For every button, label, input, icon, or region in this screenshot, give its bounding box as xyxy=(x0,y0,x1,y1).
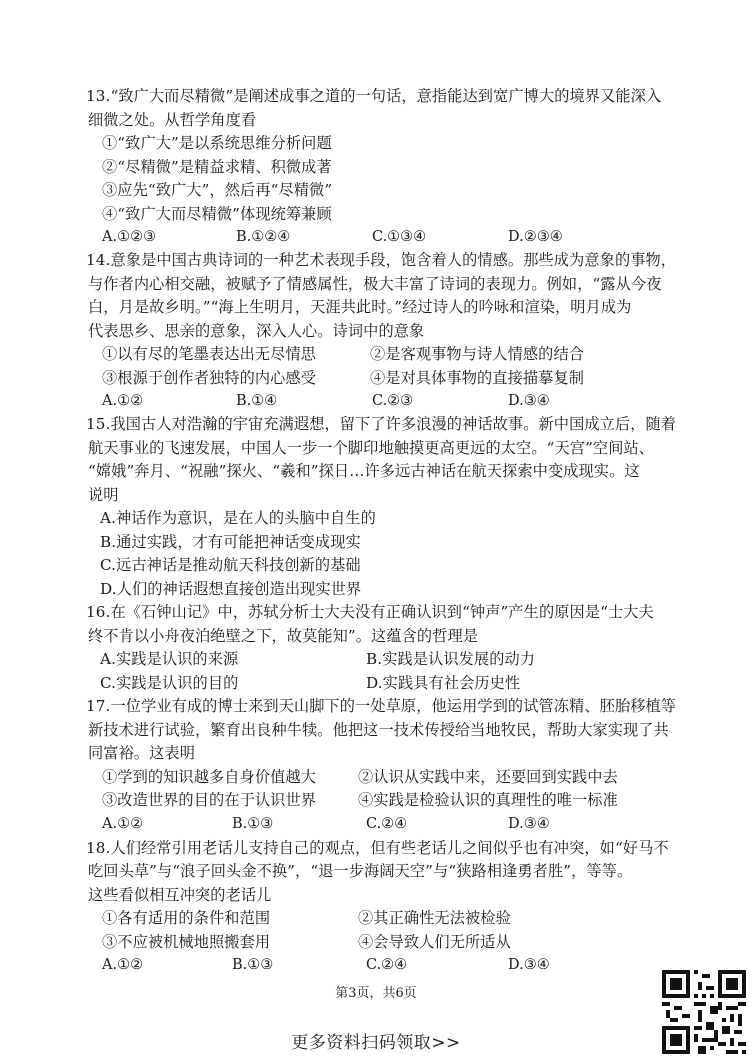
q17-option-b: B.①③ xyxy=(232,816,274,832)
q18-statement: ②其正确性无法被检验 xyxy=(358,909,511,927)
q17-stem-line: 新技术进行试验，繁育出良种牛犊。他把这一技术传授给当地牧民，帮助大家实现了共 xyxy=(88,721,669,739)
q14-option-a: A.①② xyxy=(102,393,144,409)
q15-stem-line: “嫦娥”奔月、“祝融”探火、“羲和”探日…许多远古神话在航天探索中变成现实。这 xyxy=(88,462,640,480)
q17-option-c: C.②④ xyxy=(366,816,408,832)
q14-statement: ③根源于创作者独特的内心感受 xyxy=(102,369,317,387)
q14-option-b: B.①④ xyxy=(236,393,278,409)
q15-stem-line: 15.我国古人对浩瀚的宇宙充满遐想，留下了许多浪漫的神话故事。新中国成立后，随着 xyxy=(86,415,677,433)
q17-statement: ①学到的知识越多自身价值越大 xyxy=(102,768,317,786)
q14-statement: ②是客观事物与诗人情感的结合 xyxy=(370,345,585,363)
q17-option-a: A.①② xyxy=(102,816,144,832)
q13-option-c: C.①③④ xyxy=(372,229,427,245)
q13-statement: ③应先“致广大”，然后再“尽精微” xyxy=(102,181,333,199)
q13-statement: ①“致广大”是以系统思维分析问题 xyxy=(102,134,332,152)
q14-statement: ④是对具体事物的直接描摹复制 xyxy=(370,369,585,387)
q18-option-a: A.①② xyxy=(102,957,144,973)
q18-statement: ③不应被机械地照搬套用 xyxy=(102,933,271,951)
q17-stem-line: 17.一位学业有成的博士来到天山脚下的一处草原，他运用学到的试管冻精、胚胎移植等 xyxy=(86,697,677,715)
q17-option-d: D.③④ xyxy=(508,816,550,832)
q14-option-c: C.②③ xyxy=(372,393,414,409)
q15-option-c: C.远古神话是推动航天科技创新的基础 xyxy=(100,556,361,574)
q13-stem-line: 细微之处。从哲学角度看 xyxy=(88,111,257,129)
q13-stem-line: 13.“致广大而尽精微”是阐述成事之道的一句话，意指能达到宽广博大的境界又能深入 xyxy=(86,87,662,105)
q14-option-d: D.③④ xyxy=(508,393,550,409)
q13-option-d: D.②③④ xyxy=(508,229,563,245)
page-footer: 第3页，共6页 xyxy=(335,986,417,1001)
q13-statement: ②“尽精微”是精益求精、积微成著 xyxy=(102,158,332,176)
q16-option-b: B.实践是认识发展的动力 xyxy=(366,650,536,668)
q16-stem-line: 16.在《石钟山记》中，苏轼分析士大夫没有正确认识到“钟声”产生的原因是“士大夫 xyxy=(86,603,654,621)
q16-option-c: C.实践是认识的目的 xyxy=(100,674,239,692)
q18-option-d: D.③④ xyxy=(508,957,550,973)
q18-option-c: C.②④ xyxy=(366,957,408,973)
q18-statement: ④会导致人们无所适从 xyxy=(358,933,511,951)
q18-stem-line: 这些看似相互冲突的老话儿 xyxy=(88,886,272,904)
q18-option-b: B.①③ xyxy=(232,957,274,973)
q15-option-d: D.人们的神话遐想直接创造出现实世界 xyxy=(100,580,362,598)
q18-stem-line: 18.人们经常引用老话儿支持自己的观点，但有些老话儿之间似乎也有冲突，如“好马不 xyxy=(86,839,669,857)
q14-stem-line: 白，月是故乡明。”“海上生明月，天涯共此时。”经过诗人的吟咏和渲染，明月成为 xyxy=(88,298,632,316)
q17-statement: ②认识从实践中来，还要回到实践中去 xyxy=(358,768,618,786)
q14-statement: ①以有尽的笔墨表达出无尽情思 xyxy=(102,345,317,363)
q16-option-a: A.实践是认识的来源 xyxy=(100,650,239,668)
scan-for-more-text: 更多资料扫码领取>> xyxy=(291,1033,461,1053)
q14-stem-line: 代表思乡、思亲的意象，深入人心。诗词中的意象 xyxy=(88,322,425,340)
q17-stem-line: 同富裕。这表明 xyxy=(88,744,196,762)
q17-statement: ④实践是检验认识的真理性的唯一标准 xyxy=(358,791,618,809)
q13-option-a: A.①②③ xyxy=(102,229,157,245)
q14-stem-line: 14.意象是中国古典诗词的一种艺术表现手段，饱含着人的情感。那些成为意象的事物， xyxy=(86,251,677,269)
q13-option-b: B.①②④ xyxy=(236,229,291,245)
q15-stem-line: 说明 xyxy=(88,486,119,504)
q16-stem-line: 终不肯以小舟夜泊绝壁之下，故莫能知”。这蕴含的哲理是 xyxy=(88,627,479,645)
q15-option-b: B.通过实践，才有可能把神话变成现实 xyxy=(100,533,361,551)
q18-statement: ①各有适用的条件和范围 xyxy=(102,909,271,927)
q14-stem-line: 与作者内心相交融，被赋予了情感属性，极大丰富了诗词的表现力。例如，“露从今夜 xyxy=(88,275,662,293)
q16-option-d: D.实践具有社会历史性 xyxy=(366,674,521,692)
q15-stem-line: 航天事业的飞速发展，中国人一步一个脚印地触摸更高更远的太空。“天宫”空间站、 xyxy=(88,439,655,457)
q15-option-a: A.神话作为意识，是在人的头脑中自生的 xyxy=(100,509,376,527)
q13-statement: ④“致广大而尽精微”体现统筹兼顾 xyxy=(102,205,332,223)
q17-statement: ③改造世界的目的在于认识世界 xyxy=(102,791,317,809)
q18-stem-line: 吃回头草”与“浪子回头金不换”，“退一步海阔天空”与“狭路相逢勇者胜”，等等。 xyxy=(88,862,633,880)
